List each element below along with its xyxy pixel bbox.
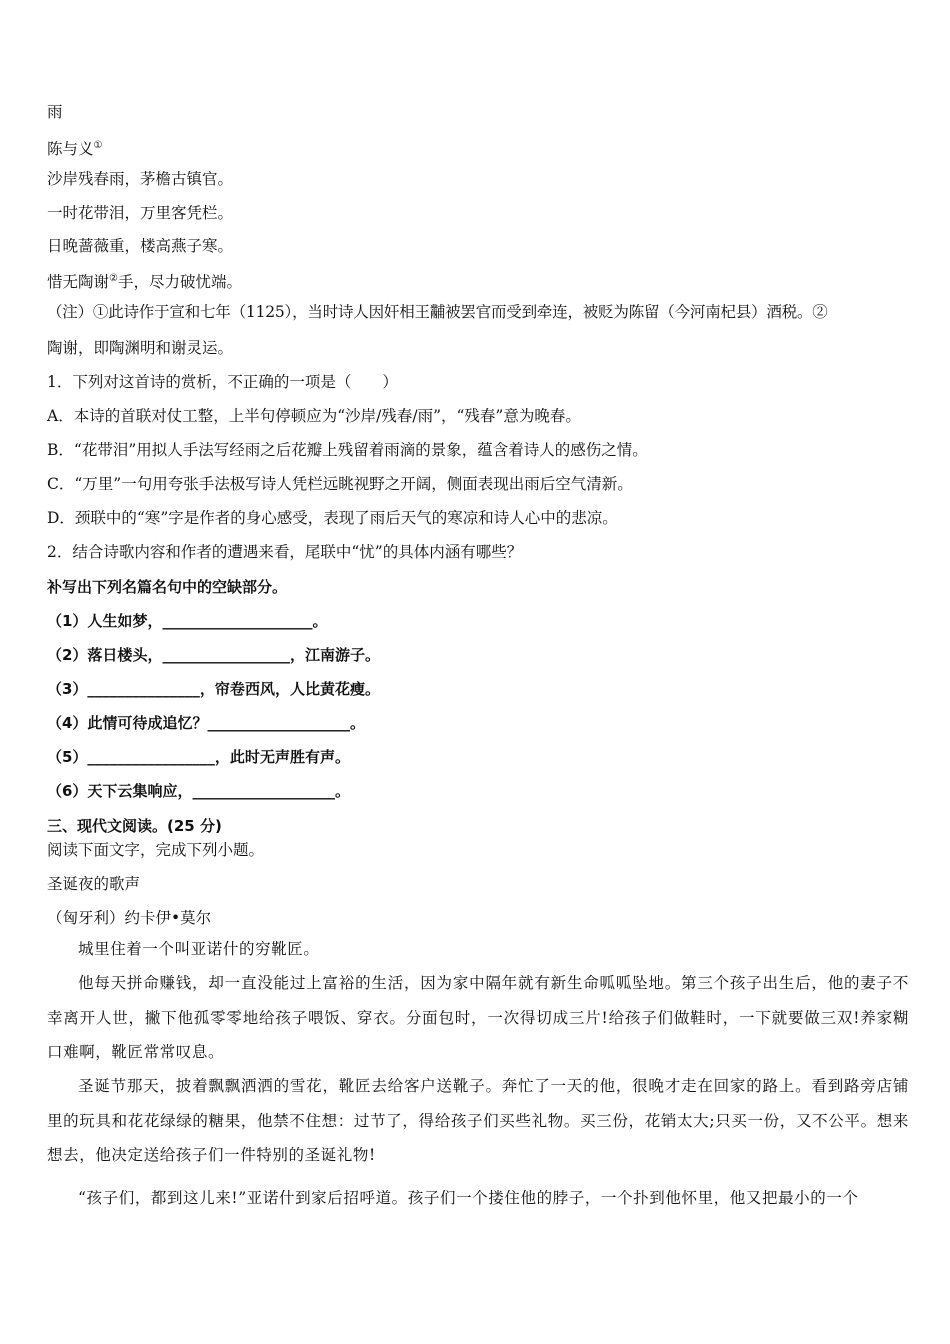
fill-item-2: （2）落日楼头，_________________，江南游子。: [47, 646, 380, 664]
fill-item-4: （4）此情可待成追忆？___________________。: [47, 714, 365, 732]
poem-line-4-b: 手，尽力破忧端。: [117, 273, 242, 292]
question-2: 2．结合诗歌内容和作者的遭遇来看，尾联中“忧”的具体内涵有哪些？: [47, 543, 523, 561]
story-paragraph-4: “孩子们，都到这儿来!”亚诺什到家后招呼道。孩子们一个搂住他的脖子，一个扑到他怀里，他又把最小的一个: [78, 1189, 859, 1207]
fill-heading: 补写出下列名篇名句中的空缺部分。: [47, 578, 288, 596]
poem-line-1: 沙岸残春雨，茅檐古镇官。: [47, 170, 234, 188]
story-paragraph-3: 圣诞节那天，披着飘飘洒洒的雪花，靴匠去给客户送靴子。奔忙了一天的他，很晚才走在回家的路上。看到路旁店铺里的玩具和花花绿绿的糖果，他禁不住想：过节了，得给孩子们买些礼物。买三份，花销太大;只买一份，又不公平。想来想去，他决定送给孩子们一件特别的圣诞礼物!: [47, 1077, 909, 1164]
option-d: D．颈联中的“寒”字是作者的身心感受，表现了雨后天气的寒凉和诗人心中的悲凉。: [47, 509, 618, 527]
note-line-2: 陶谢，即陶渊明和谢灵运。: [47, 339, 234, 357]
section-3-heading: 三、现代文阅读。(25 分): [47, 817, 222, 835]
note-mark-2: ②: [109, 273, 118, 284]
poem-line-4-a: 惜无陶谢: [47, 273, 110, 292]
option-c: C．“万里”一句用夸张手法极写诗人凭栏远眺视野之开阔，侧面表现出雨后空气清新。: [47, 475, 633, 493]
option-b: B．“花带泪”用拟人手法写经雨之后花瓣上残留着雨滴的景象，蕴含着诗人的感伤之情。: [47, 441, 648, 459]
story-paragraph-2: 他每天拼命赚钱，却一直没能过上富裕的生活，因为家中隔年就有新生命呱呱坠地。第三个孩子出生后，他的妻子不幸离开人世，撇下他孤零零地给孩子喂饭、穿衣。分面包时，一次得切成三片!给孩子们做鞋时，一下就要做三双!养家糊口难啊，靴匠常常叹息。: [47, 974, 909, 1061]
fill-item-3: （3）_______________，帘卷西风，人比黄花瘦。: [47, 680, 380, 698]
poem-title: 雨: [47, 103, 63, 121]
poem-line-4: [47, 269, 242, 292]
story-author: （匈牙利）约卡伊•莫尔: [47, 909, 212, 927]
fill-item-6: （6）天下云集响应，___________________。: [47, 782, 350, 800]
fill-item-5: （5）_________________，此时无声胜有声。: [47, 748, 350, 766]
story-title: 圣诞夜的歌声: [47, 875, 141, 893]
poem-author: 陈与义: [47, 140, 94, 159]
poem-author-line: [47, 136, 102, 159]
poem-line-3: 日晚蔷薇重，楼高燕子寒。: [47, 237, 234, 255]
poem-line-2: 一时花带泪，万里客凭栏。: [47, 204, 234, 222]
section-3-instruction: 阅读下面文字，完成下列小题。: [47, 841, 265, 859]
fill-item-1: （1）人生如梦，____________________。: [47, 612, 328, 630]
story-paragraph-1: 城里住着一个叫亚诺什的穷靴匠。: [78, 940, 320, 958]
question-1: 1．下列对这首诗的赏析，不正确的一项是（ ）: [47, 373, 398, 391]
option-a: A．本诗的首联对仗工整，上半句停顿应为“沙岸/残春/雨”，“残春”意为晚春。: [47, 407, 581, 425]
note-line-1: （注）①此诗作于宣和七年（1125），当时诗人因奸相王黼被罢官而受到牵连，被贬为陈留（今河南杞县）酒税。②: [47, 303, 828, 321]
note-mark-1: ①: [93, 140, 103, 151]
